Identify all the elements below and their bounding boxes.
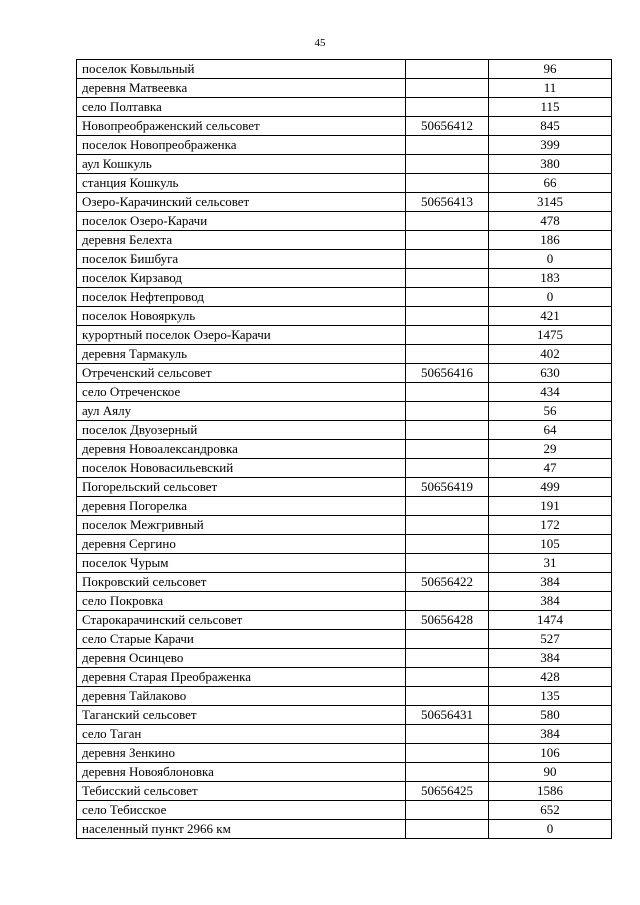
table-row [77, 136, 612, 155]
population-cell: 630 [489, 364, 612, 383]
oktmo-code-cell [406, 459, 489, 478]
population-cell: 0 [489, 250, 612, 269]
settlement-name-cell: Озеро-Карачинский сельсовет [77, 193, 406, 212]
settlement-name-cell: поселок Межгривный [77, 516, 406, 535]
table-row [77, 364, 612, 383]
table-row [77, 193, 612, 212]
table-row [77, 497, 612, 516]
oktmo-code-cell [406, 516, 489, 535]
table-row [77, 440, 612, 459]
table-row [77, 592, 612, 611]
oktmo-code-cell [406, 801, 489, 820]
population-cell: 90 [489, 763, 612, 782]
settlement-name-cell: село Старые Карачи [77, 630, 406, 649]
table-row [77, 820, 612, 839]
table-row [77, 687, 612, 706]
oktmo-code-cell: 50656413 [406, 193, 489, 212]
table-row [77, 326, 612, 345]
oktmo-code-cell [406, 535, 489, 554]
table-row [77, 573, 612, 592]
page-number: 45 [314, 37, 326, 49]
population-cell: 1475 [489, 326, 612, 345]
settlement-name-cell: поселок Нефтепровод [77, 288, 406, 307]
oktmo-code-cell [406, 763, 489, 782]
population-cell: 115 [489, 98, 612, 117]
population-cell: 11 [489, 79, 612, 98]
oktmo-code-cell [406, 212, 489, 231]
settlement-name-cell: поселок Двуозерный [77, 421, 406, 440]
table-row [77, 155, 612, 174]
population-cell: 66 [489, 174, 612, 193]
oktmo-code-cell [406, 136, 489, 155]
population-cell: 384 [489, 649, 612, 668]
population-cell: 56 [489, 402, 612, 421]
settlement-name-cell: станция Кошкуль [77, 174, 406, 193]
oktmo-code-cell: 50656431 [406, 706, 489, 725]
settlement-name-cell: Отреченский сельсовет [77, 364, 406, 383]
oktmo-code-cell [406, 383, 489, 402]
oktmo-code-cell [406, 231, 489, 250]
table-row [77, 421, 612, 440]
settlement-name-cell: деревня Погорелка [77, 497, 406, 516]
settlement-name-cell: деревня Старая Преображенка [77, 668, 406, 687]
population-cell: 421 [489, 307, 612, 326]
population-cell: 172 [489, 516, 612, 535]
population-cell: 0 [489, 288, 612, 307]
table-row [77, 763, 612, 782]
oktmo-code-cell [406, 630, 489, 649]
oktmo-code-cell [406, 60, 489, 79]
population-cell: 29 [489, 440, 612, 459]
oktmo-code-cell [406, 440, 489, 459]
settlement-name-cell: деревня Новояблоновка [77, 763, 406, 782]
oktmo-code-cell [406, 421, 489, 440]
settlement-name-cell: поселок Кирзавод [77, 269, 406, 288]
settlement-name-cell: деревня Тайлаково [77, 687, 406, 706]
oktmo-code-cell [406, 250, 489, 269]
population-cell: 1474 [489, 611, 612, 630]
table-row [77, 402, 612, 421]
settlement-name-cell: деревня Сергино [77, 535, 406, 554]
population-cell: 499 [489, 478, 612, 497]
oktmo-code-cell: 50656416 [406, 364, 489, 383]
settlement-name-cell: деревня Белехта [77, 231, 406, 250]
table-row [77, 725, 612, 744]
population-cell: 183 [489, 269, 612, 288]
population-cell: 96 [489, 60, 612, 79]
settlement-name-cell: Тебисский сельсовет [77, 782, 406, 801]
population-cell: 580 [489, 706, 612, 725]
oktmo-code-cell [406, 326, 489, 345]
oktmo-code-cell [406, 668, 489, 687]
population-cell: 428 [489, 668, 612, 687]
population-cell: 384 [489, 725, 612, 744]
population-cell: 186 [489, 231, 612, 250]
population-cell: 652 [489, 801, 612, 820]
oktmo-code-cell [406, 174, 489, 193]
oktmo-code-cell: 50656425 [406, 782, 489, 801]
oktmo-code-cell: 50656419 [406, 478, 489, 497]
settlement-name-cell: деревня Тармакуль [77, 345, 406, 364]
table-row [77, 801, 612, 820]
oktmo-code-cell [406, 288, 489, 307]
settlement-name-cell: аул Аялу [77, 402, 406, 421]
settlement-name-cell: поселок Бишбуга [77, 250, 406, 269]
settlements-table [76, 59, 612, 839]
settlement-name-cell: поселок Нововасильевский [77, 459, 406, 478]
population-cell: 191 [489, 497, 612, 516]
settlement-name-cell: село Тебисское [77, 801, 406, 820]
oktmo-code-cell [406, 744, 489, 763]
population-cell: 31 [489, 554, 612, 573]
table-row [77, 212, 612, 231]
table-row [77, 478, 612, 497]
oktmo-code-cell [406, 269, 489, 288]
table-row [77, 288, 612, 307]
settlement-name-cell: поселок Ковыльный [77, 60, 406, 79]
settlement-name-cell: поселок Чурым [77, 554, 406, 573]
table-row [77, 611, 612, 630]
oktmo-code-cell [406, 649, 489, 668]
settlement-name-cell: село Отреченское [77, 383, 406, 402]
settlement-name-cell: Новопреображенский сельсовет [77, 117, 406, 136]
oktmo-code-cell: 50656412 [406, 117, 489, 136]
population-cell: 845 [489, 117, 612, 136]
population-cell: 3145 [489, 193, 612, 212]
settlement-name-cell: Старокарачинский сельсовет [77, 611, 406, 630]
table-row [77, 649, 612, 668]
table-row [77, 117, 612, 136]
oktmo-code-cell [406, 79, 489, 98]
table-row [77, 345, 612, 364]
table-row [77, 174, 612, 193]
population-cell: 135 [489, 687, 612, 706]
population-cell: 478 [489, 212, 612, 231]
population-cell: 380 [489, 155, 612, 174]
population-cell: 384 [489, 573, 612, 592]
settlement-name-cell: Покровский сельсовет [77, 573, 406, 592]
oktmo-code-cell [406, 402, 489, 421]
population-cell: 1586 [489, 782, 612, 801]
table-row [77, 630, 612, 649]
population-cell: 399 [489, 136, 612, 155]
population-cell: 0 [489, 820, 612, 839]
settlement-name-cell: Погорельский сельсовет [77, 478, 406, 497]
population-cell: 106 [489, 744, 612, 763]
table-row [77, 231, 612, 250]
population-cell: 64 [489, 421, 612, 440]
population-cell: 527 [489, 630, 612, 649]
settlement-name-cell: поселок Озеро-Карачи [77, 212, 406, 231]
population-cell: 402 [489, 345, 612, 364]
table-row [77, 269, 612, 288]
oktmo-code-cell [406, 345, 489, 364]
table-row [77, 668, 612, 687]
oktmo-code-cell [406, 725, 489, 744]
settlement-name-cell: населенный пункт 2966 км [77, 820, 406, 839]
table-row [77, 98, 612, 117]
table-row [77, 459, 612, 478]
table-row [77, 535, 612, 554]
population-cell: 47 [489, 459, 612, 478]
table-row [77, 79, 612, 98]
settlement-name-cell: курортный поселок Озеро-Карачи [77, 326, 406, 345]
settlement-name-cell: село Полтавка [77, 98, 406, 117]
oktmo-code-cell [406, 592, 489, 611]
table-row [77, 60, 612, 79]
oktmo-code-cell [406, 554, 489, 573]
population-cell: 105 [489, 535, 612, 554]
oktmo-code-cell: 50656428 [406, 611, 489, 630]
population-cell: 384 [489, 592, 612, 611]
settlement-name-cell: поселок Новопреображенка [77, 136, 406, 155]
settlement-name-cell: село Покровка [77, 592, 406, 611]
settlement-name-cell: деревня Новоалександровка [77, 440, 406, 459]
oktmo-code-cell [406, 497, 489, 516]
settlement-name-cell: деревня Матвеевка [77, 79, 406, 98]
settlement-name-cell: аул Кошкуль [77, 155, 406, 174]
table-row [77, 554, 612, 573]
settlement-name-cell: село Таган [77, 725, 406, 744]
settlement-name-cell: деревня Зенкино [77, 744, 406, 763]
table-row [77, 516, 612, 535]
oktmo-code-cell [406, 307, 489, 326]
table-row [77, 307, 612, 326]
oktmo-code-cell [406, 155, 489, 174]
table-row [77, 383, 612, 402]
settlement-name-cell: Таганский сельсовет [77, 706, 406, 725]
settlement-name-cell: деревня Осинцево [77, 649, 406, 668]
table-row [77, 706, 612, 725]
table-row [77, 782, 612, 801]
oktmo-code-cell: 50656422 [406, 573, 489, 592]
population-cell: 434 [489, 383, 612, 402]
table-body [77, 60, 612, 839]
table-row [77, 744, 612, 763]
table-row [77, 250, 612, 269]
oktmo-code-cell [406, 98, 489, 117]
oktmo-code-cell [406, 820, 489, 839]
oktmo-code-cell [406, 687, 489, 706]
settlement-name-cell: поселок Новояркуль [77, 307, 406, 326]
